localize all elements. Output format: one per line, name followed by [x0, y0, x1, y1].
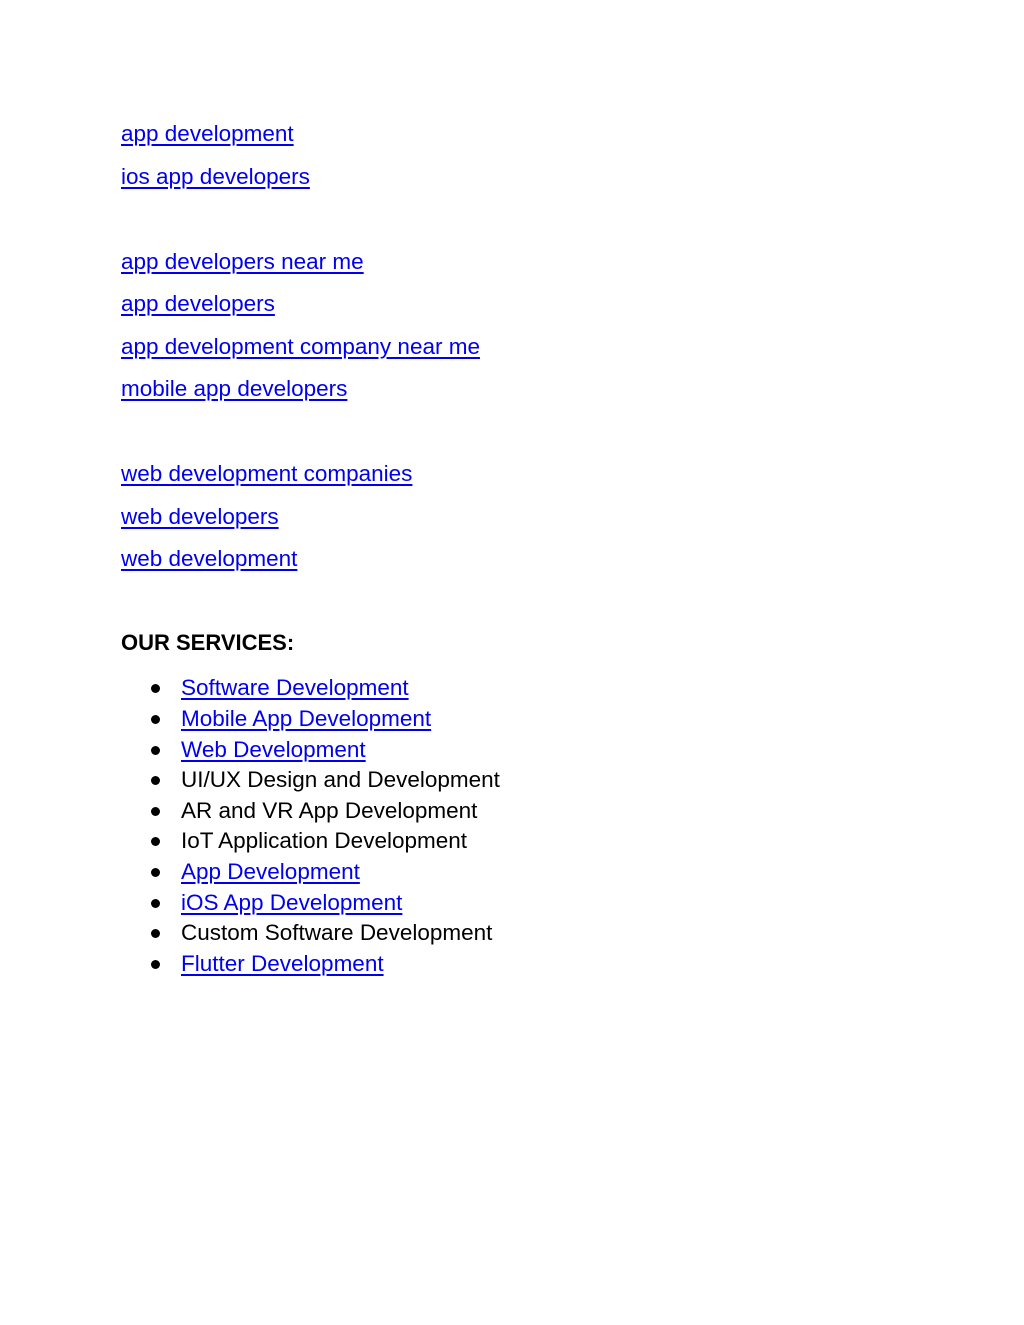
link-web-development-companies[interactable]: web development companies	[121, 461, 413, 486]
bullet-icon	[151, 868, 160, 877]
bullet-icon	[151, 715, 160, 724]
service-item	[151, 737, 651, 765]
service-item-label[interactable]: Mobile App Development	[181, 706, 432, 731]
service-item-label: IoT Application Development	[181, 828, 468, 853]
service-item-label[interactable]: iOS App Development	[181, 890, 403, 915]
link-app-developers-near-me[interactable]: app developers near me	[121, 249, 364, 274]
service-item	[151, 706, 651, 734]
link-ios-app-developers[interactable]: ios app developers	[121, 164, 310, 189]
bullet-icon	[151, 746, 160, 755]
service-item-label: UI/UX Design and Development	[181, 767, 500, 792]
bullet-icon	[151, 899, 160, 908]
link-app-development[interactable]: app development	[121, 121, 294, 146]
service-item-label[interactable]: Software Development	[181, 675, 409, 700]
service-item-label[interactable]: App Development	[181, 859, 360, 884]
link-mobile-app-developers[interactable]: mobile app developers	[121, 376, 348, 401]
service-item	[151, 767, 651, 795]
bullet-icon	[151, 837, 160, 846]
service-item	[151, 828, 651, 856]
link-app-developers[interactable]: app developers	[121, 291, 275, 316]
link-web-developers[interactable]: web developers	[121, 504, 279, 529]
service-item-label: Custom Software Development	[181, 920, 493, 945]
bullet-icon	[151, 776, 160, 785]
service-item-label[interactable]: Flutter Development	[181, 951, 384, 976]
service-item-label: AR and VR App Development	[181, 798, 478, 823]
service-item	[151, 920, 651, 948]
service-item	[151, 798, 651, 826]
service-item-label[interactable]: Web Development	[181, 737, 366, 762]
bullet-icon	[151, 807, 160, 816]
bullet-icon	[151, 929, 160, 938]
service-item	[151, 890, 651, 918]
bullet-icon	[151, 684, 160, 693]
service-item	[151, 951, 651, 979]
service-item	[151, 675, 651, 703]
services-heading: OUR SERVICES:	[121, 630, 295, 655]
link-web-development[interactable]: web development	[121, 546, 298, 571]
link-app-development-company-near-me[interactable]: app development company near me	[121, 334, 480, 359]
bullet-icon	[151, 960, 160, 969]
service-item	[151, 859, 651, 887]
